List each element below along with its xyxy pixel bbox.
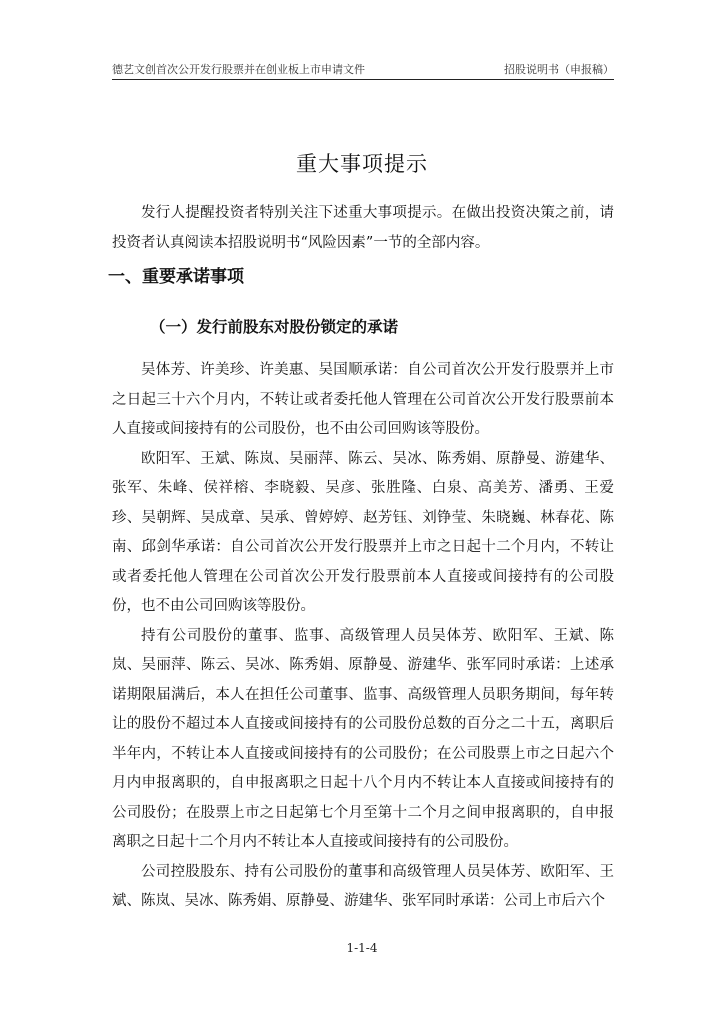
paragraph-lockup-12-months: 欧阳军、王斌、陈岚、吴丽萍、陈云、吴冰、陈秀娟、原静曼、游建华、张军、朱峰、侯祥榕、李晓毅、吴彦、张胜隆、白泉、高美芳、潘勇、王爱珍、吴朝辉、吴成章、吴承、曾婷婷、赵芳钰、刘铮莹、朱晓巍、林春花、陈南、邱剑华承诺：自公司首次公开发行股票并上市之日起十二个月内，不转让或者委托他人管理在公司首次公开发行股票前本人直接或间接持有的公司股份，也不由公司回购该等股份。 [112, 450, 614, 614]
section-heading: 一、重要承诺事项 [108, 267, 244, 287]
document-body [108, 199, 614, 917]
header-document-name: 德艺文创首次公开发行股票并在创业板上市申请文件 [112, 63, 365, 76]
intro-paragraph: 发行人提醒投资者特别关注下述重大事项提示。在做出投资决策之前，请投资者认真阅读本招股说明书“风险因素”一节的全部内容。 [112, 205, 614, 251]
paragraph-directors-commitment: 持有公司股份的董事、监事、高级管理人员吴体芳、欧阳军、王斌、陈岚、吴丽萍、陈云、吴冰、陈秀娟、原静曼、游建华、张军同时承诺：上述承诺期限届满后，本人在担任公司董事、监事、高级管理人员职务期间，每年转让的股份不超过本人直接或间接持有的公司股份总数的百分之二十五，离职后半年内，不转让本人直接或间接持有的公司股份；在公司股票上市之日起六个月内申报离职的，自申报离职之日起十八个月内不转让本人直接或间接持有的公司股份；在股票上市之日起第七个月至第十二个月之间申报离职的，自申报离职之日起十二个月内不转让本人直接或间接持有的公司股份。 [112, 627, 614, 850]
page-title: 重大事项提示 [296, 152, 428, 176]
paragraph-controlling-shareholder: 公司控股股东、持有公司股份的董事和高级管理人员吴体芳、欧阳军、王斌、陈岚、吴冰、陈秀娟、原静曼、游建华、张军同时承诺：公司上市后六个 [112, 863, 614, 909]
header-document-type: 招股说明书（申报稿） [504, 63, 614, 76]
page-header [112, 59, 614, 80]
paragraph-lockup-36-months: 吴体芳、许美珍、许美惠、吴国顺承诺：自公司首次公开发行股票并上市之日起三十六个月内，不转让或者委托他人管理在公司首次公开发行股票前本人直接或间接持有的公司股份，也不由公司回购该等股份。 [112, 362, 614, 437]
page-number: 1-1-4 [346, 941, 378, 955]
subsection-heading: （一）发行前股东对股份锁定的承诺 [150, 318, 399, 336]
